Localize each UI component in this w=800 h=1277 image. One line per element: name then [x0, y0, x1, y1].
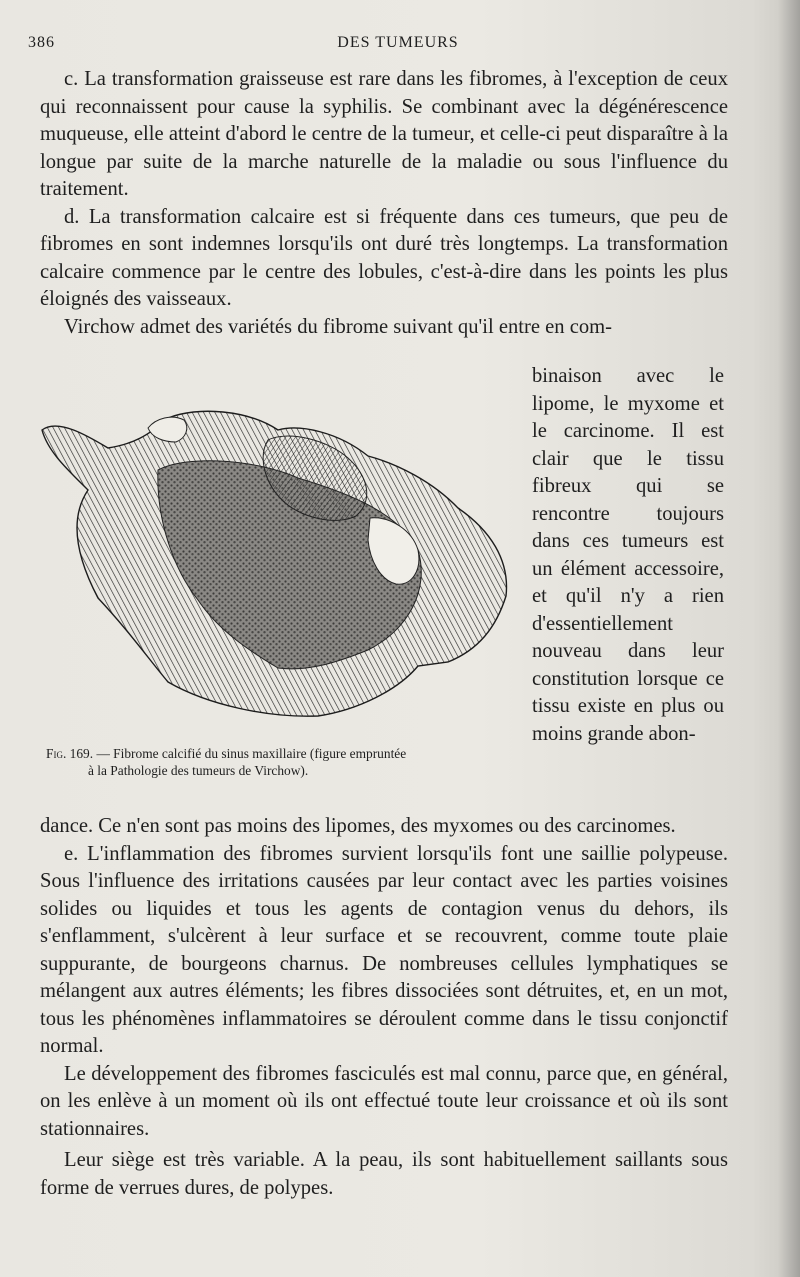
paragraph-virchow-start: Virchow admet des variétés du fibrome suivant qu'il entre en com-	[64, 315, 613, 338]
paragraph-virchow-end: dance. Ce n'en sont pas moins des lipomes, des myxomes ou des carcinomes.	[40, 815, 676, 837]
paragraph-siege: Leur siège est très variable. A la peau, ils sont habituellement saillants sous forme de verrues dures, de polypes.	[40, 1149, 728, 1199]
figure-169	[38, 400, 518, 722]
paragraph-c: c. La transformation graisseuse est rare dans les fibromes, à l'exception de ceux qui reconnaissent pour cause la syphilis. Se combinant avec la dégénérescence muqueuse, elle atteint d'abord le centre de la tumeur, et celle-ci peut disparaître à la longue par suite de la marche naturelle de la maladie ou sous l'influence du traitement.	[40, 68, 728, 200]
text-bottom	[40, 813, 728, 1202]
caption-line-2: à la Pathologie des tumeurs de Virchow).	[88, 763, 309, 778]
caption-line-1	[46, 745, 516, 762]
paragraph-d: d. La transformation calcaire est si fréquente dans ces tumeurs, que peu de fibromes en sont indemnes lorsqu'ils ont duré très longtemps. La transformation calcaire commence par le centre des lobules, c'est-à-dire dans les points les plus éloignés des vaisseaux.	[40, 205, 728, 310]
side-column-text: binaison avec le lipome, le myxome et le carcinome. Il est clair que le tissu fibreux qui se rencontre toujours dans ces tumeurs est un élément accessoire, et qu'il n'y a rien d'essentiellement nouveau dans leur constitution lorsque ce tissu existe en plus ou moins grande abon-	[532, 365, 724, 745]
running-title: DES TUMEURS	[337, 34, 459, 51]
text-top	[40, 66, 728, 341]
figure-caption	[46, 745, 516, 779]
caption-label: Fig. 169.	[46, 746, 94, 761]
paragraph-developpement: Le développement des fibromes fasciculés est mal connu, parce que, en général, on les enlève à un moment où ils ont effectué toute leur croissance et où ils sont stationnaires.	[40, 1062, 728, 1140]
page-number: 386	[28, 34, 55, 51]
caption-text-1: — Fibrome calcifié du sinus maxillaire (figure empruntée	[96, 746, 407, 761]
paragraph-e: e. L'inflammation des fibromes survient lorsqu'ils font une saillie polypeuse. Sous l'influence des irritations causées par leur contact avec les parties voisines solides ou liquides et tous les agents de contagion venus du dehors, ils s'enflamment, s'ulcèrent à leur surface et se recouvrent, comme toute plaie suppurante, de bourgeons charnus. De nombreuses cellules lymphatiques se mélangent aux autres éléments; les fibres dissociées sont détruites, et, en un mot, tous les phénomènes inflammatoires se déroulent comme dans le tissu conjonctif normal.	[40, 842, 728, 1057]
page-shadow-edge	[778, 0, 800, 1277]
calcified-fibroma-illustration	[38, 400, 518, 722]
running-header	[28, 34, 768, 56]
